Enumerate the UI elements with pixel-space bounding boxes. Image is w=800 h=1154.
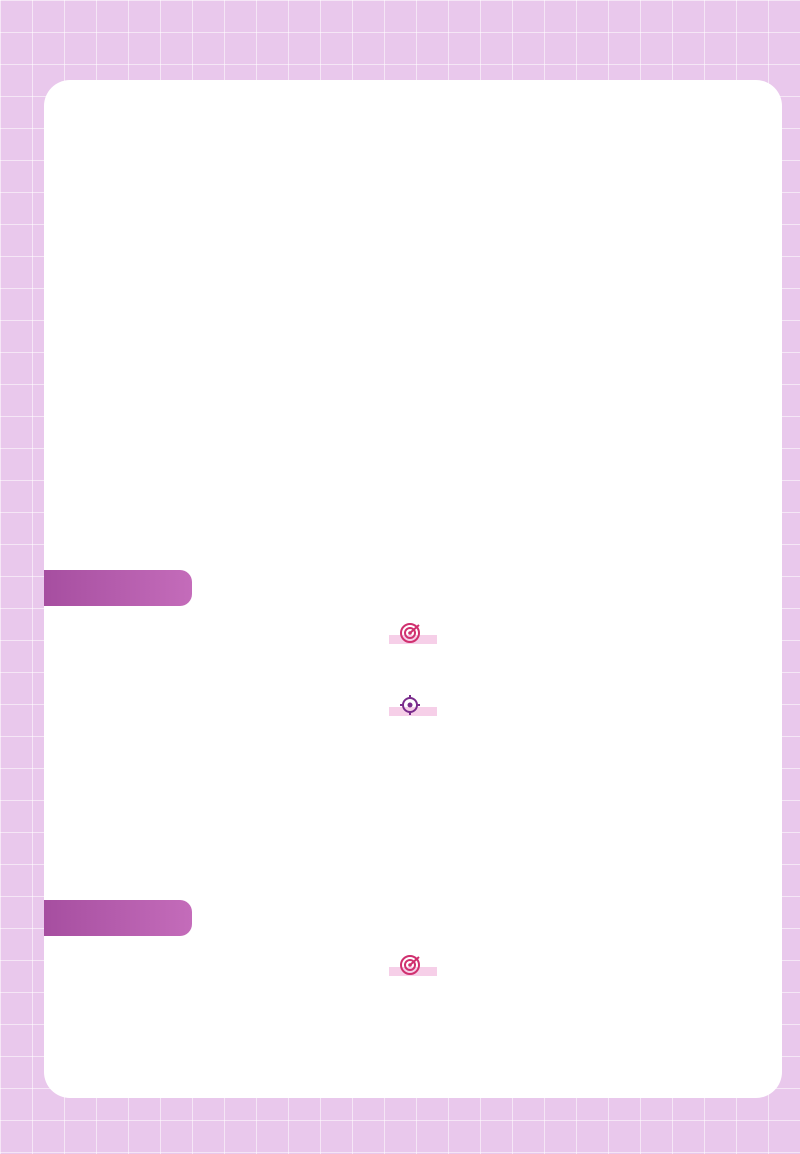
content-panel [44, 80, 782, 1098]
lesson-row-53-continuation [94, 460, 762, 493]
section-7-banner [44, 900, 192, 936]
lesson-row-53[interactable] [62, 426, 762, 459]
lesson-row-54[interactable] [62, 493, 762, 526]
key-point-18[interactable] [62, 653, 184, 683]
target-icon [399, 622, 421, 644]
must-test-points-heading-7 [44, 950, 782, 980]
section-6-banner [44, 570, 192, 606]
crosshair-icon [399, 694, 421, 716]
target-icon [399, 954, 421, 976]
must-test-points-heading [44, 618, 782, 648]
real-exam-training-heading [44, 690, 782, 720]
